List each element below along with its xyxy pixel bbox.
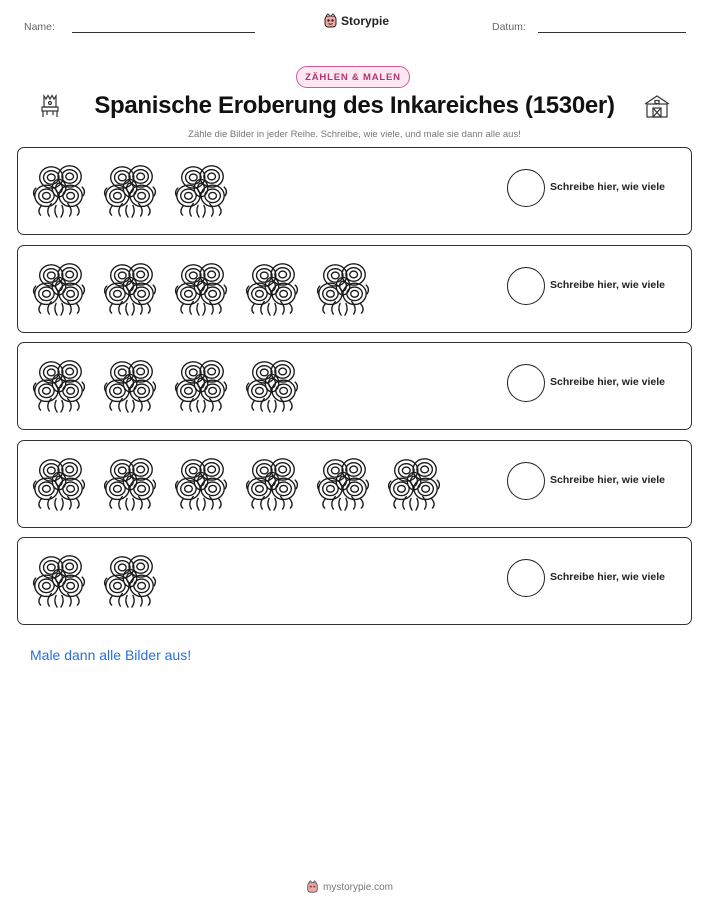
- write-prompt: Schreibe hier, wie viele: [550, 474, 665, 486]
- date-line[interactable]: [538, 32, 686, 33]
- answer-circle[interactable]: [507, 169, 545, 207]
- date-label: Datum:: [492, 21, 526, 33]
- incan-textile-icon[interactable]: [30, 258, 88, 318]
- incan-textile-icon[interactable]: [101, 355, 159, 415]
- counting-row: [17, 342, 692, 430]
- write-prompt: Schreibe hier, wie viele: [550, 376, 665, 388]
- picture-group: [30, 550, 159, 610]
- answer-circle[interactable]: [507, 462, 545, 500]
- incan-textile-icon[interactable]: [385, 453, 443, 513]
- write-prompt: Schreibe hier, wie viele: [550, 571, 665, 583]
- counting-row: [17, 537, 692, 625]
- incan-textile-icon[interactable]: [30, 355, 88, 415]
- name-label: Name:: [24, 21, 55, 33]
- counting-row: [17, 245, 692, 333]
- category-badge: ZÄHLEN & MALEN: [296, 66, 410, 88]
- answer-circle[interactable]: [507, 364, 545, 402]
- incan-textile-icon[interactable]: [314, 453, 372, 513]
- name-line[interactable]: [72, 32, 255, 33]
- brand-name: Storypie: [341, 14, 390, 28]
- incan-textile-icon[interactable]: [30, 160, 88, 220]
- footer-url: mystorypie.com: [323, 881, 394, 893]
- instructions: Zähle die Bilder in jeder Reihe. Schreibe, wie viele, und male sie dann alle aus!: [188, 129, 521, 140]
- counting-row: [17, 440, 692, 528]
- answer-circle[interactable]: [507, 267, 545, 305]
- incan-textile-icon[interactable]: [172, 355, 230, 415]
- picture-group: [30, 355, 301, 415]
- brand[interactable]: [323, 13, 389, 29]
- incan-textile-icon[interactable]: [101, 453, 159, 513]
- picture-group: [30, 160, 230, 220]
- barn-icon: [643, 93, 671, 119]
- incan-textile-icon[interactable]: [101, 160, 159, 220]
- page-title: Spanische Eroberung des Inkareiches (1530er): [94, 92, 615, 119]
- storypie-logo-icon: [323, 13, 338, 29]
- coloring-note: Male dann alle Bilder aus!: [30, 647, 192, 663]
- incan-textile-icon[interactable]: [243, 355, 301, 415]
- incan-textile-icon[interactable]: [243, 258, 301, 318]
- footer[interactable]: [306, 880, 393, 894]
- incan-textile-icon[interactable]: [314, 258, 372, 318]
- incan-textile-icon[interactable]: [243, 453, 301, 513]
- incan-textile-icon[interactable]: [30, 550, 88, 610]
- answer-circle[interactable]: [507, 559, 545, 597]
- incan-textile-icon[interactable]: [101, 258, 159, 318]
- picture-group: [30, 453, 443, 513]
- incan-textile-icon[interactable]: [172, 160, 230, 220]
- counting-row: [17, 147, 692, 235]
- storypie-logo-icon: [306, 880, 319, 894]
- write-prompt: Schreibe hier, wie viele: [550, 279, 665, 291]
- write-prompt: Schreibe hier, wie viele: [550, 181, 665, 193]
- incan-textile-icon[interactable]: [30, 453, 88, 513]
- picture-group: [30, 258, 372, 318]
- incan-textile-icon[interactable]: [172, 453, 230, 513]
- incan-textile-icon[interactable]: [172, 258, 230, 318]
- incan-textile-icon[interactable]: [101, 550, 159, 610]
